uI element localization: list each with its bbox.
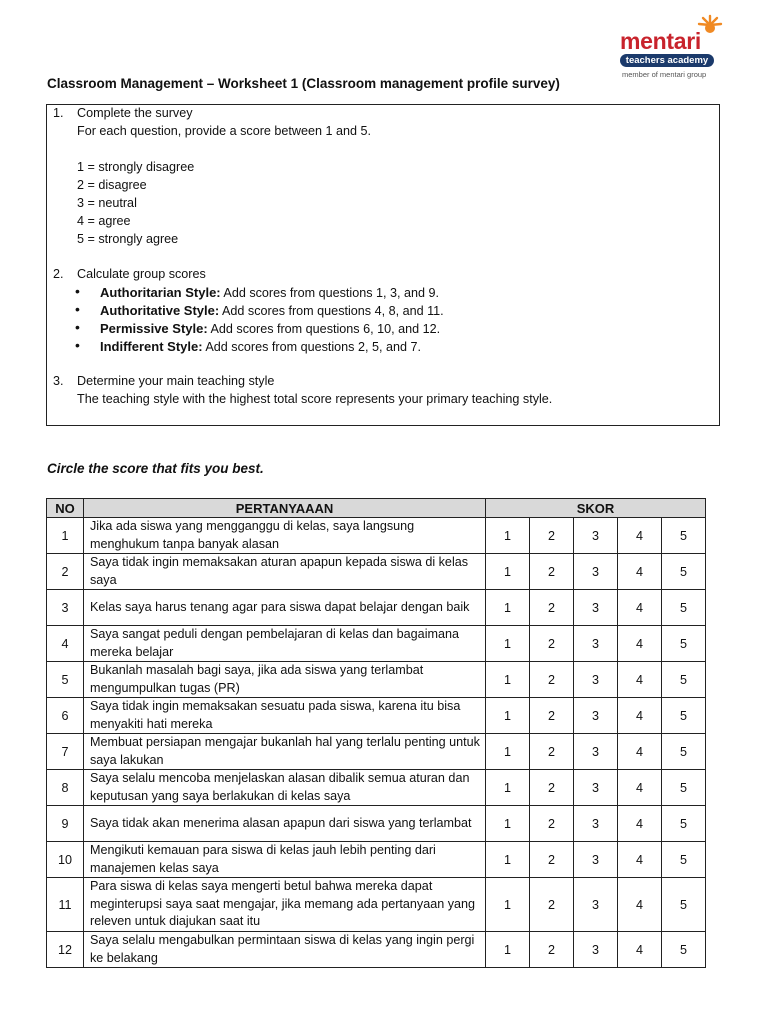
score-option-3[interactable]: 3: [574, 662, 618, 698]
score-option-1[interactable]: 1: [486, 842, 530, 878]
score-option-2[interactable]: 2: [530, 698, 574, 734]
score-option-4[interactable]: 4: [618, 878, 662, 932]
step-detail: The teaching style with the highest total score represents your primary teaching style.: [77, 392, 553, 406]
score-option-2[interactable]: 2: [530, 878, 574, 932]
question-text: Saya selalu mengabulkan permintaan siswa di kelas yang ingin pergi ke belakang: [84, 932, 486, 968]
style-rule: Add scores from questions 2, 5, and 7.: [202, 340, 421, 354]
row-number: 4: [47, 626, 84, 662]
score-option-3[interactable]: 3: [574, 626, 618, 662]
score-option-5[interactable]: 5: [662, 518, 706, 554]
header-score: SKOR: [486, 499, 706, 518]
bullet-icon: •: [75, 301, 80, 317]
question-text: Saya tidak akan menerima alasan apapun dari siswa yang terlambat: [84, 806, 486, 842]
question-text: Saya selalu mencoba menjelaskan alasan dibalik semua aturan dan keputusan yang saya berlakukan di kelas saya: [84, 770, 486, 806]
style-name: Authoritative Style:: [100, 303, 220, 318]
table-header: [47, 499, 706, 518]
score-option-2[interactable]: 2: [530, 734, 574, 770]
step-detail: For each question, provide a score between 1 and 5.: [77, 124, 372, 138]
page-title: Classroom Management – Worksheet 1 (Classroom management profile survey): [47, 76, 560, 91]
mentari-logo: [618, 14, 728, 84]
score-option-4[interactable]: 4: [618, 734, 662, 770]
score-option-3[interactable]: 3: [574, 842, 618, 878]
row-number: 2: [47, 554, 84, 590]
survey-body: [47, 518, 706, 968]
style-name: Permissive Style:: [100, 321, 208, 336]
instructions-box: [46, 104, 720, 426]
score-option-1[interactable]: 1: [486, 932, 530, 968]
question-text: Para siswa di kelas saya mengerti betul bahwa mereka dapat meginterupsi saya saat mengajar, jika memang ada pertanyaan yang releven untuk diajukan saat itu: [84, 878, 486, 932]
table-row: [47, 878, 706, 932]
score-option-5[interactable]: 5: [662, 554, 706, 590]
score-option-5[interactable]: 5: [662, 626, 706, 662]
style-name: Indifferent Style:: [100, 339, 203, 354]
score-option-4[interactable]: 4: [618, 626, 662, 662]
score-option-5[interactable]: 5: [662, 698, 706, 734]
step-number: 2.: [53, 267, 64, 281]
table-row: [47, 734, 706, 770]
score-option-5[interactable]: 5: [662, 842, 706, 878]
score-option-2[interactable]: 2: [530, 590, 574, 626]
score-option-2[interactable]: 2: [530, 842, 574, 878]
score-option-4[interactable]: 4: [618, 806, 662, 842]
style-name: Authoritarian Style:: [100, 285, 221, 300]
step-number: 1.: [53, 106, 64, 120]
row-number: 1: [47, 518, 84, 554]
question-text: Bukanlah masalah bagi saya, jika ada siswa yang terlambat mengumpulkan tugas (PR): [84, 662, 486, 698]
score-option-1[interactable]: 1: [486, 806, 530, 842]
table-row: [47, 698, 706, 734]
table-row: [47, 518, 706, 554]
score-option-3[interactable]: 3: [574, 518, 618, 554]
row-number: 11: [47, 878, 84, 932]
scale-item: 4 = agree: [77, 214, 131, 228]
circle-instruction: Circle the score that fits you best.: [47, 461, 264, 476]
row-number: 6: [47, 698, 84, 734]
score-option-1[interactable]: 1: [486, 554, 530, 590]
question-text: Saya sangat peduli dengan pembelajaran di kelas dan bagaimana mereka belajar: [84, 626, 486, 662]
score-option-5[interactable]: 5: [662, 932, 706, 968]
score-option-3[interactable]: 3: [574, 806, 618, 842]
score-option-4[interactable]: 4: [618, 590, 662, 626]
header-question: PERTANYAAAN: [84, 499, 486, 518]
table-row: [47, 932, 706, 968]
score-option-3[interactable]: 3: [574, 770, 618, 806]
logo-wordmark: mentari: [620, 28, 701, 54]
score-option-2[interactable]: 2: [530, 770, 574, 806]
table-row: [47, 590, 706, 626]
score-option-1[interactable]: 1: [486, 878, 530, 932]
scale-item: 3 = neutral: [77, 196, 137, 210]
bullet-icon: •: [75, 337, 80, 353]
style-rule: Add scores from questions 6, 10, and 12.: [207, 322, 441, 336]
survey-table: [46, 498, 706, 968]
score-option-4[interactable]: 4: [618, 662, 662, 698]
score-option-3[interactable]: 3: [574, 734, 618, 770]
score-option-2[interactable]: 2: [530, 518, 574, 554]
question-text: Mengikuti kemauan para siswa di kelas jauh lebih penting dari manajemen kelas saya: [84, 842, 486, 878]
question-text: Membuat persiapan mengajar bukanlah hal yang terlalu penting untuk saya lakukan: [84, 734, 486, 770]
scale-item: 1 = strongly disagree: [77, 160, 195, 174]
style-rule: Add scores from questions 4, 8, and 11.: [219, 304, 444, 318]
table-row: [47, 554, 706, 590]
logo-tagline: teachers academy: [620, 54, 714, 67]
score-option-3[interactable]: 3: [574, 554, 618, 590]
score-option-3[interactable]: 3: [574, 698, 618, 734]
score-option-4[interactable]: 4: [618, 932, 662, 968]
score-option-3[interactable]: 3: [574, 590, 618, 626]
table-row: [47, 662, 706, 698]
score-option-1[interactable]: 1: [486, 518, 530, 554]
score-option-3[interactable]: 3: [574, 932, 618, 968]
score-option-4[interactable]: 4: [618, 698, 662, 734]
bullet-icon: •: [75, 319, 80, 335]
table-row: [47, 842, 706, 878]
score-option-1[interactable]: 1: [486, 590, 530, 626]
score-option-5[interactable]: 5: [662, 770, 706, 806]
score-option-2[interactable]: 2: [530, 554, 574, 590]
table-row: [47, 770, 706, 806]
score-option-1[interactable]: 1: [486, 662, 530, 698]
score-option-1[interactable]: 1: [486, 698, 530, 734]
row-number: 5: [47, 662, 84, 698]
question-text: Jika ada siswa yang mengganggu di kelas, saya langsung menghukum tanpa banyak alasan: [84, 518, 486, 554]
logo-subline: member of mentari group: [622, 70, 707, 79]
step-heading: Complete the survey: [77, 106, 193, 120]
question-text: Kelas saya harus tenang agar para siswa dapat belajar dengan baik: [84, 590, 486, 626]
score-option-4[interactable]: 4: [618, 842, 662, 878]
row-number: 12: [47, 932, 84, 968]
score-option-5[interactable]: 5: [662, 806, 706, 842]
row-number: 8: [47, 770, 84, 806]
step-number: 3.: [53, 374, 64, 388]
header-no: NO: [47, 499, 84, 518]
score-option-2[interactable]: 2: [530, 626, 574, 662]
score-option-2[interactable]: 2: [530, 806, 574, 842]
score-option-5[interactable]: 5: [662, 662, 706, 698]
style-rule: Add scores from questions 1, 3, and 9.: [220, 286, 440, 300]
score-option-2[interactable]: 2: [530, 662, 574, 698]
score-option-5[interactable]: 5: [662, 734, 706, 770]
question-text: Saya tidak ingin memaksakan aturan apapun kepada siswa di kelas saya: [84, 554, 486, 590]
step-heading: Calculate group scores: [77, 267, 206, 281]
row-number: 7: [47, 734, 84, 770]
score-option-2[interactable]: 2: [530, 932, 574, 968]
row-number: 3: [47, 590, 84, 626]
score-option-4[interactable]: 4: [618, 770, 662, 806]
table-row: [47, 626, 706, 662]
scale-item: 5 = strongly agree: [77, 232, 179, 246]
score-option-1[interactable]: 1: [486, 734, 530, 770]
score-option-4[interactable]: 4: [618, 554, 662, 590]
score-option-1[interactable]: 1: [486, 770, 530, 806]
table-row: [47, 806, 706, 842]
score-option-5[interactable]: 5: [662, 878, 706, 932]
scale-item: 2 = disagree: [77, 178, 147, 192]
bullet-icon: •: [75, 283, 80, 299]
row-number: 10: [47, 842, 84, 878]
row-number: 9: [47, 806, 84, 842]
score-option-1[interactable]: 1: [486, 626, 530, 662]
step-heading: Determine your main teaching style: [77, 374, 275, 388]
score-option-4[interactable]: 4: [618, 518, 662, 554]
score-option-5[interactable]: 5: [662, 590, 706, 626]
score-option-3[interactable]: 3: [574, 878, 618, 932]
question-text: Saya tidak ingin memaksakan sesuatu pada siswa, karena itu bisa menyakiti hati mereka: [84, 698, 486, 734]
